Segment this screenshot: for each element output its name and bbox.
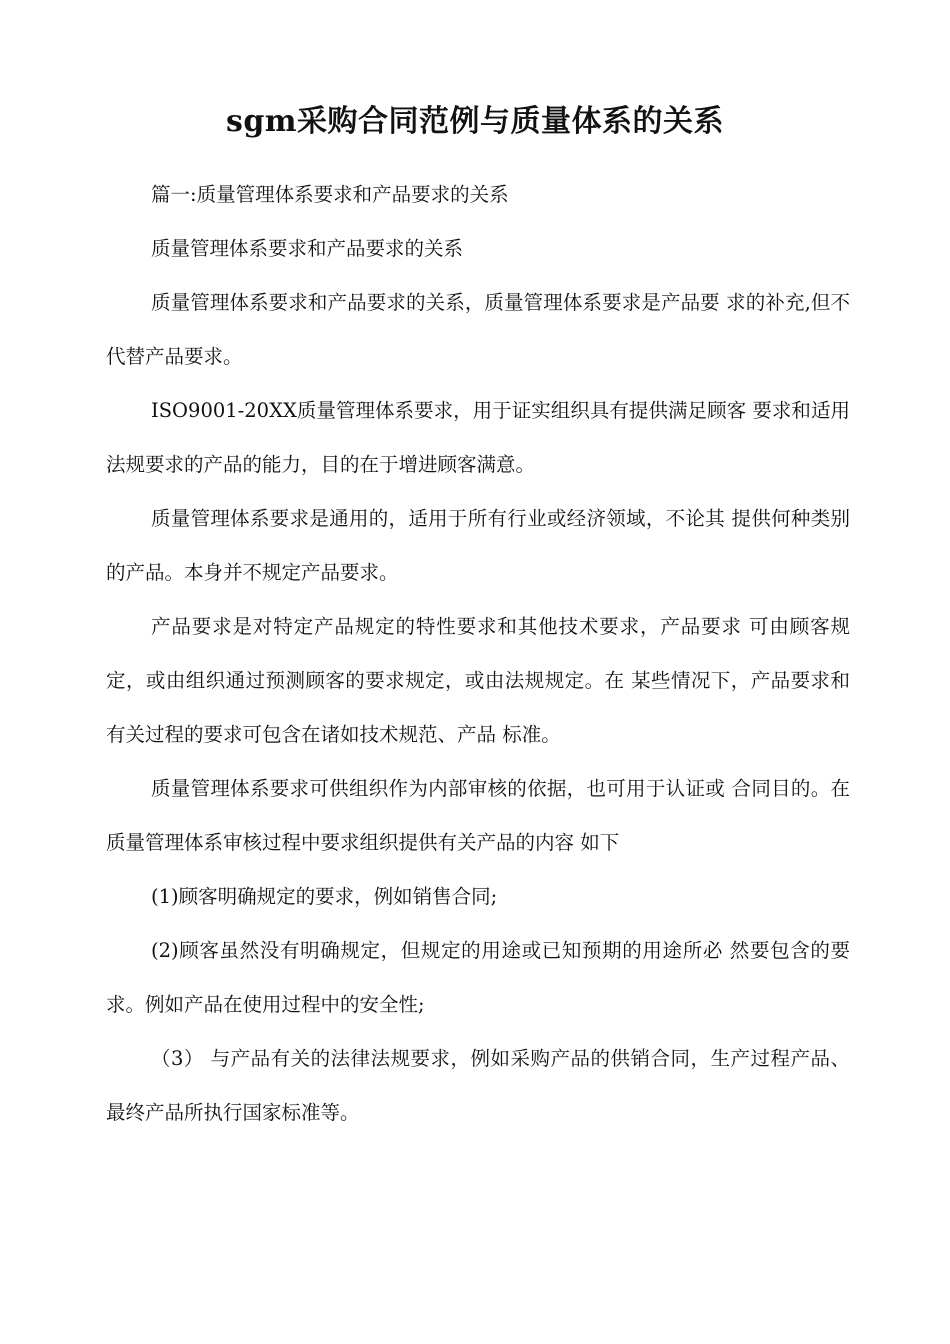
- list-item-1: (1)顾客明确规定的要求，例如销售合同;: [151, 885, 498, 908]
- paragraph-general-requirements: 质量管理体系要求是通用的，适用于所有行业或经济领域，不论其 提供何种类别的产品。本身并不规定产品要求。: [106, 507, 850, 584]
- list-item-3: （3） 与产品有关的法律法规要求，例如采购产品的供销合同，生产过程产品、最终产品所执行国家标准等。: [106, 1047, 850, 1124]
- paragraph-section-heading: 篇一:质量管理体系要求和产品要求的关系: [151, 183, 509, 206]
- paragraph-product-requirements: 产品要求是对特定产品规定的特性要求和其他技术要求，产品要求 可由顾客规定，或由组织通过预测顾客的要求规定，或由法规规定。在 某些情况下，产品要求和有关过程的要求可包含在诸如技术规范、产品 标准。: [106, 615, 850, 746]
- paragraph-internal-audit: 质量管理体系要求可供组织作为内部审核的依据，也可用于认证或 合同目的。在质量管理体系审核过程中要求组织提供有关产品的内容 如下: [106, 777, 850, 854]
- paragraph-subheading: 质量管理体系要求和产品要求的关系: [151, 237, 464, 260]
- paragraph-iso9001: ISO9001-20XX质量管理体系要求，用于证实组织具有提供满足顾客 要求和适用法规要求的产品的能力，目的在于增进顾客满意。: [106, 399, 850, 476]
- paragraph-relationship: 质量管理体系要求和产品要求的关系，质量管理体系要求是产品要 求的补充,但不代替产品要求。: [106, 291, 850, 368]
- document-title: sgm采购合同范例与质量体系的关系: [225, 104, 725, 139]
- document-body: [106, 168, 850, 1140]
- list-item-2: (2)顾客虽然没有明确规定，但规定的用途或已知预期的用途所必 然要包含的要求。例如产品在使用过程中的安全性;: [106, 939, 850, 1016]
